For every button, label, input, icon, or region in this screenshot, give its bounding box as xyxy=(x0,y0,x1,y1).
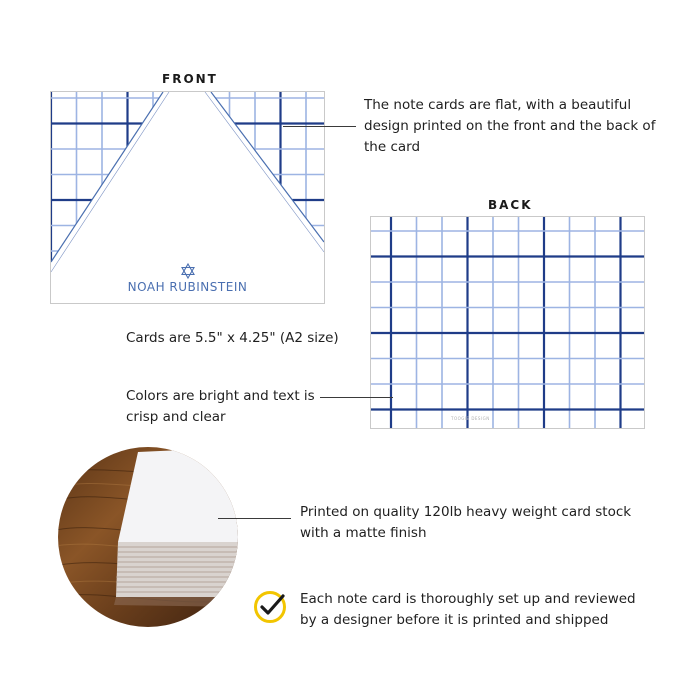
card-stack-illustration xyxy=(58,447,238,627)
feature-review: Each note card is thoroughly set up and reviewed by a designer before it is printed and shipped xyxy=(300,591,636,628)
back-card-pattern xyxy=(371,217,644,428)
leader-line xyxy=(218,518,291,519)
feature-card-stock: Printed on quality 120lb heavy weight card stock with a matte finish xyxy=(300,504,632,541)
back-heading: BACK xyxy=(488,198,533,212)
front-heading: FRONT xyxy=(162,72,218,86)
feature-colors: Colors are bright and text is crisp and clear xyxy=(126,388,315,425)
leader-line xyxy=(283,126,356,127)
leader-line xyxy=(320,397,393,398)
check-circle-icon xyxy=(253,590,287,624)
feature-flat-design: The note cards are flat, with a beautiful design printed on the front and the back of the card xyxy=(364,97,656,155)
front-card-image xyxy=(50,91,325,304)
back-card-image xyxy=(370,216,645,429)
front-card-pattern xyxy=(51,92,324,303)
back-watermark: TOOGIE DESIGN xyxy=(451,416,490,421)
card-stock-photo xyxy=(58,447,238,627)
feature-size: Cards are 5.5" x 4.25" (A2 size) xyxy=(126,330,339,346)
front-card-name: NOAH RUBINSTEIN xyxy=(127,280,248,294)
